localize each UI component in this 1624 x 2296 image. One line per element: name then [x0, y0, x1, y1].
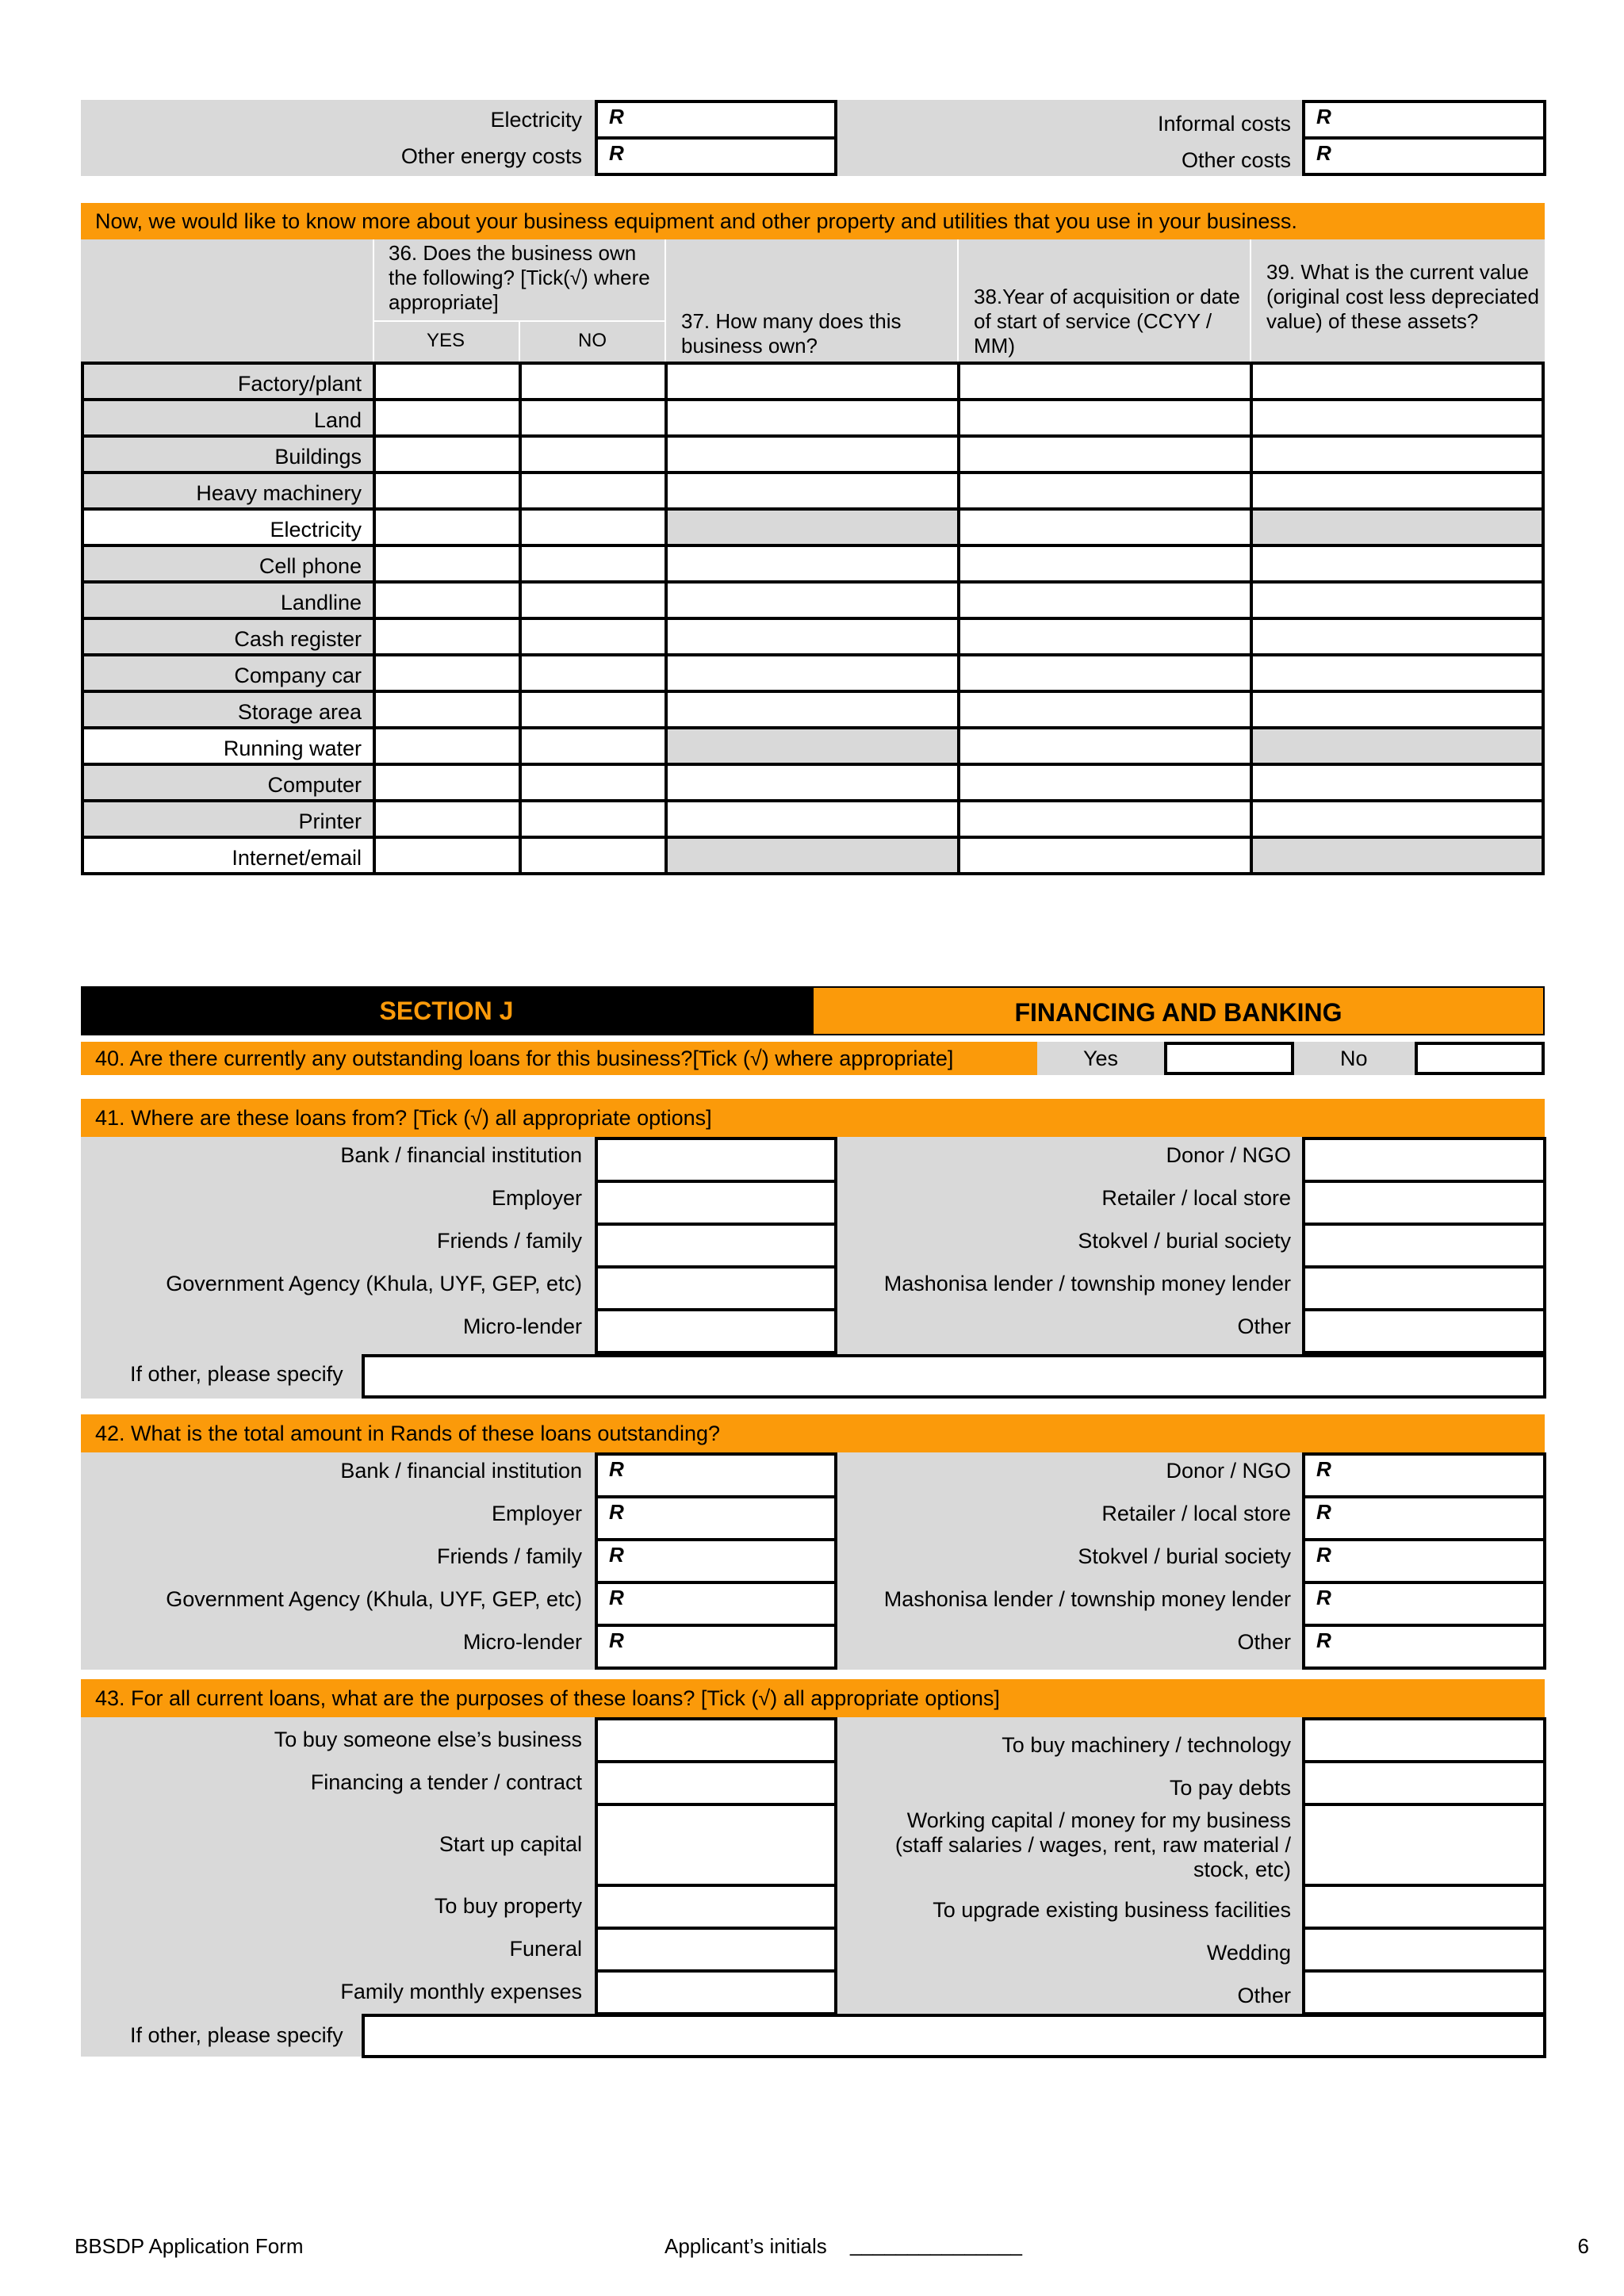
q43-right-checkbox[interactable] — [1302, 1760, 1546, 1806]
asset-count-cell[interactable] — [666, 436, 959, 473]
q41-right-label: Donor / NGO — [1166, 1143, 1291, 1167]
q43-right-checkbox[interactable] — [1302, 1969, 1546, 2015]
q42-right-field[interactable]: R — [1302, 1495, 1546, 1541]
cost-label: Informal costs — [1157, 112, 1291, 136]
other-cost-field[interactable]: R — [1302, 136, 1546, 176]
q42-left-label: Friends / family — [436, 1544, 582, 1568]
no-column-heading: NO — [578, 330, 607, 351]
electricity-cost-field[interactable]: R — [595, 100, 837, 140]
asset-name: Land — [82, 400, 374, 436]
q43-left-checkbox[interactable] — [595, 1760, 837, 1806]
q42-question: 42. What is the total amount in Rands of these loans outstanding? — [81, 1414, 1545, 1452]
asset-no-cell[interactable] — [520, 436, 666, 473]
header-divider — [1250, 239, 1251, 363]
asset-no-cell[interactable] — [520, 363, 666, 400]
asset-count-cell[interactable] — [666, 764, 959, 801]
q42-left-label: Bank / financial institution — [340, 1459, 582, 1483]
q40-question: 40. Are there currently any outstanding loans for this business?[Tick (√) where appropriate] — [81, 1042, 1037, 1075]
q43-left-label: Financing a tender / contract — [310, 1770, 582, 1794]
asset-count-cell[interactable] — [666, 400, 959, 436]
asset-yes-cell[interactable] — [374, 400, 520, 436]
asset-no-cell[interactable] — [520, 473, 666, 509]
q43-left-label: To buy someone else’s business — [274, 1728, 582, 1751]
q42-left-field[interactable]: R — [595, 1624, 837, 1670]
q42-left-label: Employer — [491, 1502, 582, 1525]
asset-value-cell[interactable] — [1251, 764, 1543, 801]
q43-right-checkbox[interactable] — [1302, 1717, 1546, 1763]
asset-value-cell[interactable] — [1251, 400, 1543, 436]
q41-left-label: Micro-lender — [462, 1314, 582, 1338]
asset-name: Factory/plant — [82, 363, 374, 400]
asset-yes-cell[interactable] — [374, 837, 520, 874]
asset-row — [82, 837, 1543, 874]
asset-no-cell[interactable] — [520, 764, 666, 801]
q41-left-field[interactable] — [595, 1223, 837, 1269]
asset-no-cell[interactable] — [520, 691, 666, 728]
asset-no-cell[interactable] — [520, 801, 666, 837]
q42-right-label: Donor / NGO — [1166, 1459, 1291, 1483]
footer-page-number: 6 — [1577, 2234, 1589, 2258]
q40-no-label: No — [1340, 1047, 1368, 1070]
q42-right-label: Retailer / local store — [1101, 1502, 1291, 1525]
q41-left-field[interactable] — [595, 1308, 837, 1354]
q43-right-label: stock, etc) — [1193, 1858, 1291, 1881]
asset-value-cell[interactable] — [1251, 691, 1543, 728]
q43-right-checkbox[interactable] — [1302, 1884, 1546, 1930]
asset-year-cell[interactable] — [959, 728, 1251, 764]
q43-question: 43. For all current loans, what are the purposes of these loans? [Tick (√) all appropriate options] — [81, 1679, 1545, 1717]
asset-count-cell — [666, 728, 959, 764]
q42-right-field[interactable]: R — [1302, 1624, 1546, 1670]
q43-right-label: To buy machinery / technology — [1002, 1733, 1291, 1757]
asset-row — [82, 545, 1543, 582]
asset-name: Buildings — [82, 436, 374, 473]
footer-initials-label: Applicant’s initials — [665, 2234, 827, 2258]
header-divider — [665, 239, 666, 363]
q41-specify-label: If other, please specify — [130, 1362, 343, 1386]
asset-no-cell[interactable] — [520, 655, 666, 691]
q42-left-field[interactable]: R — [595, 1581, 837, 1627]
asset-name: Landline — [82, 582, 374, 618]
yes-column-heading: YES — [426, 330, 465, 351]
asset-value-cell[interactable] — [1251, 655, 1543, 691]
q43-right-checkbox[interactable] — [1302, 1803, 1546, 1887]
asset-yes-cell[interactable] — [374, 728, 520, 764]
q43-right-checkbox[interactable] — [1302, 1927, 1546, 1973]
q42-right-label: Stokvel / burial society — [1078, 1544, 1291, 1568]
asset-value-cell[interactable] — [1251, 436, 1543, 473]
asset-value-cell[interactable] — [1251, 582, 1543, 618]
q42-right-label: Mashonisa lender / township money lender — [883, 1587, 1291, 1611]
asset-row — [82, 655, 1543, 691]
q41-specify-field[interactable] — [362, 1354, 1546, 1399]
asset-yes-cell[interactable] — [374, 764, 520, 801]
asset-year-cell[interactable] — [959, 691, 1251, 728]
asset-name: Electricity — [82, 509, 374, 545]
asset-name: Heavy machinery — [82, 473, 374, 509]
asset-year-cell[interactable] — [959, 545, 1251, 582]
other-energy-cost-field[interactable]: R — [595, 136, 837, 176]
q42-left-label: Micro-lender — [462, 1630, 582, 1654]
asset-no-cell[interactable] — [520, 582, 666, 618]
cost-label: Electricity — [490, 108, 582, 132]
q39-heading: 39. What is the current value (original cost less depreciated value) of these assets? — [1266, 260, 1539, 333]
asset-name: Company car — [82, 655, 374, 691]
asset-count-cell[interactable] — [666, 473, 959, 509]
q43-right-label: Working capital / money for my business — [906, 1808, 1291, 1832]
q36-heading: 36. Does the business own the following? [Tick(√) where appropriate] — [389, 241, 650, 314]
asset-yes-cell[interactable] — [374, 801, 520, 837]
q41-left-field[interactable] — [595, 1137, 837, 1183]
asset-year-cell[interactable] — [959, 582, 1251, 618]
equipment-intro-bar: Now, we would like to know more about your business equipment and other property and utilities that you use in your business. — [81, 203, 1545, 239]
q43-specify-label: If other, please specify — [130, 2023, 343, 2047]
q41-question: 41. Where are these loans from? [Tick (√) all appropriate options] — [81, 1099, 1545, 1137]
q42-left-field[interactable]: R — [595, 1538, 837, 1584]
asset-row — [82, 509, 1543, 545]
asset-no-cell[interactable] — [520, 837, 666, 874]
q41-right-label: Mashonisa lender / township money lender — [883, 1272, 1291, 1295]
asset-name: Cash register — [82, 618, 374, 655]
asset-year-cell[interactable] — [959, 436, 1251, 473]
asset-row — [82, 363, 1543, 400]
q41-left-label: Bank / financial institution — [340, 1143, 582, 1167]
q43-right-label: To upgrade existing business facilities — [933, 1898, 1291, 1922]
asset-yes-cell[interactable] — [374, 473, 520, 509]
asset-name: Printer — [82, 801, 374, 837]
asset-count-cell[interactable] — [666, 618, 959, 655]
asset-row — [82, 764, 1543, 801]
asset-count-cell[interactable] — [666, 545, 959, 582]
asset-year-cell[interactable] — [959, 618, 1251, 655]
asset-year-cell[interactable] — [959, 801, 1251, 837]
q40-yes-label: Yes — [1083, 1047, 1119, 1070]
asset-row — [82, 400, 1543, 436]
q41-right-field[interactable] — [1302, 1180, 1546, 1226]
asset-year-cell[interactable] — [959, 400, 1251, 436]
asset-value-cell[interactable] — [1251, 473, 1543, 509]
asset-name: Running water — [82, 728, 374, 764]
asset-count-cell[interactable] — [666, 582, 959, 618]
q40-no-checkbox[interactable] — [1415, 1042, 1545, 1075]
asset-count-cell[interactable] — [666, 655, 959, 691]
q41-left-label: Government Agency (Khula, UYF, GEP, etc) — [166, 1272, 582, 1295]
asset-name: Cell phone — [82, 545, 374, 582]
q38-heading: 38.Year of acquisition or date of start of service (CCYY / MM) — [974, 285, 1240, 358]
q40-yes-checkbox[interactable] — [1164, 1042, 1294, 1075]
asset-yes-cell[interactable] — [374, 655, 520, 691]
q41-right-field[interactable] — [1302, 1137, 1546, 1183]
q43-right-label: Other — [1237, 1984, 1291, 2007]
asset-count-cell[interactable] — [666, 801, 959, 837]
asset-row — [82, 436, 1543, 473]
asset-count-cell — [666, 509, 959, 545]
footer-form-name: BBSDP Application Form — [75, 2234, 304, 2258]
asset-row — [82, 473, 1543, 509]
q43-right-label: (staff salaries / wages, rent, raw material / — [894, 1833, 1291, 1857]
asset-yes-cell[interactable] — [374, 545, 520, 582]
asset-year-cell[interactable] — [959, 363, 1251, 400]
q43-left-label: Family monthly expenses — [340, 1980, 582, 2003]
asset-value-cell[interactable] — [1251, 618, 1543, 655]
asset-yes-cell[interactable] — [374, 691, 520, 728]
section-j-title: FINANCING AND BANKING — [812, 986, 1545, 1035]
q43-right-label: Wedding — [1206, 1941, 1291, 1965]
asset-value-cell — [1251, 509, 1543, 545]
q41-left-label: Employer — [491, 1186, 582, 1210]
q41-right-label: Retailer / local store — [1101, 1186, 1291, 1210]
asset-year-cell[interactable] — [959, 473, 1251, 509]
q43-left-checkbox[interactable] — [595, 1717, 837, 1763]
asset-yes-cell[interactable] — [374, 618, 520, 655]
cost-label: Other energy costs — [400, 144, 582, 168]
asset-name: Storage area — [82, 691, 374, 728]
asset-value-cell[interactable] — [1251, 801, 1543, 837]
asset-count-cell — [666, 837, 959, 874]
asset-name: Computer — [82, 764, 374, 801]
q41-left-label: Friends / family — [436, 1229, 582, 1253]
q43-left-checkbox[interactable] — [595, 1884, 837, 1930]
asset-year-cell[interactable] — [959, 509, 1251, 545]
asset-row — [82, 691, 1543, 728]
footer-initials-line[interactable]: _______________ — [850, 2233, 1022, 2256]
q43-specify-field[interactable] — [362, 2014, 1546, 2058]
asset-no-cell[interactable] — [520, 728, 666, 764]
asset-count-cell[interactable] — [666, 691, 959, 728]
q43-left-checkbox[interactable] — [595, 1803, 837, 1887]
header-divider — [957, 239, 959, 363]
cost-label: Other costs — [1181, 148, 1291, 172]
q43-left-checkbox[interactable] — [595, 1969, 837, 2015]
asset-table — [81, 362, 1545, 875]
q41-right-label: Stokvel / burial society — [1078, 1229, 1291, 1253]
asset-count-cell[interactable] — [666, 363, 959, 400]
asset-value-cell — [1251, 837, 1543, 874]
asset-name: Internet/email — [82, 837, 374, 874]
q41-right-field[interactable] — [1302, 1223, 1546, 1269]
q43-left-label: Funeral — [509, 1937, 582, 1961]
asset-value-cell[interactable] — [1251, 363, 1543, 400]
q43-right-label: To pay debts — [1169, 1776, 1291, 1800]
asset-year-cell[interactable] — [959, 655, 1251, 691]
asset-yes-cell[interactable] — [374, 436, 520, 473]
q43-left-label: Start up capital — [439, 1832, 582, 1856]
asset-no-cell[interactable] — [520, 509, 666, 545]
asset-row — [82, 582, 1543, 618]
q42-left-field[interactable]: R — [595, 1452, 837, 1498]
q42-right-field[interactable]: R — [1302, 1581, 1546, 1627]
asset-no-cell[interactable] — [520, 618, 666, 655]
asset-year-cell[interactable] — [959, 764, 1251, 801]
asset-yes-cell[interactable] — [374, 363, 520, 400]
asset-yes-cell[interactable] — [374, 582, 520, 618]
q42-right-field[interactable]: R — [1302, 1452, 1546, 1498]
informal-cost-field[interactable]: R — [1302, 100, 1546, 140]
q43-left-checkbox[interactable] — [595, 1927, 837, 1973]
q41-left-field[interactable] — [595, 1265, 837, 1311]
q42-right-label: Other — [1237, 1630, 1291, 1654]
asset-year-cell[interactable] — [959, 837, 1251, 874]
q41-right-field[interactable] — [1302, 1308, 1546, 1354]
q42-left-label: Government Agency (Khula, UYF, GEP, etc) — [166, 1587, 582, 1611]
asset-no-cell[interactable] — [520, 400, 666, 436]
q42-right-field[interactable]: R — [1302, 1538, 1546, 1584]
asset-row — [82, 618, 1543, 655]
q41-right-field[interactable] — [1302, 1265, 1546, 1311]
section-j-label-text: SECTION J — [379, 997, 514, 1025]
asset-value-cell — [1251, 728, 1543, 764]
asset-row — [82, 728, 1543, 764]
q41-left-field[interactable] — [595, 1180, 837, 1226]
q43-left-label: To buy property — [434, 1894, 582, 1918]
q41-right-label: Other — [1237, 1314, 1291, 1338]
asset-yes-cell[interactable] — [374, 509, 520, 545]
asset-value-cell[interactable] — [1251, 545, 1543, 582]
asset-row — [82, 801, 1543, 837]
asset-no-cell[interactable] — [520, 545, 666, 582]
q37-heading: 37. How many does this business own? — [681, 309, 902, 358]
q42-left-field[interactable]: R — [595, 1495, 837, 1541]
